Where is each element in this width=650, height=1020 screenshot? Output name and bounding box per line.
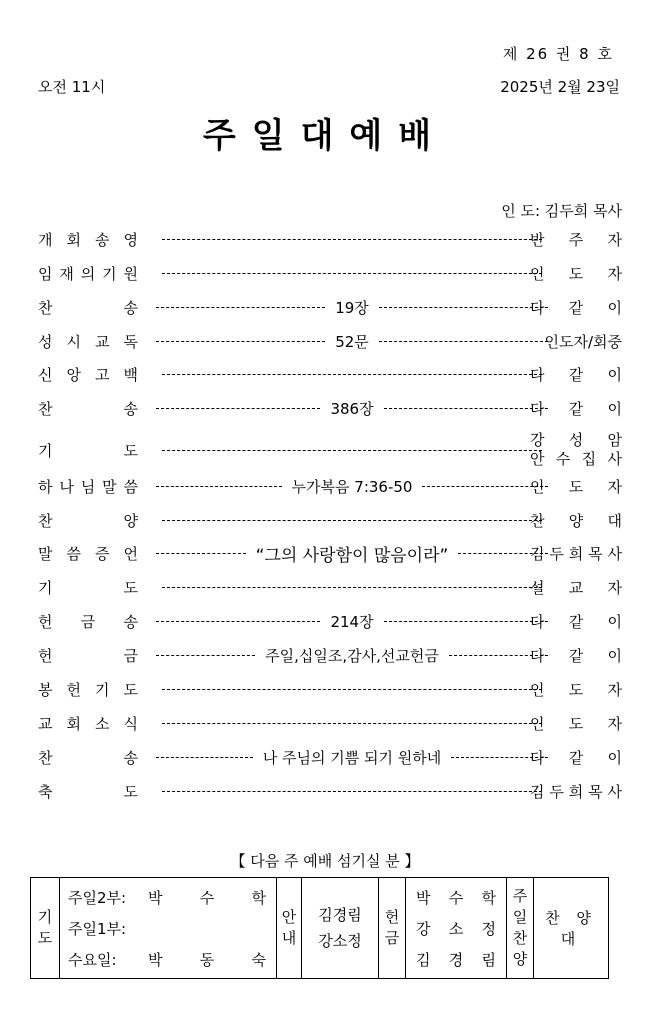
offering-name: 박 수 학 [416, 888, 496, 907]
order-detail: 주일,십일조,감사,선교헌금 [265, 646, 439, 665]
order-item-label: 봉 헌 기 도 [38, 680, 138, 699]
order-responsible: 다 같 이 [530, 748, 622, 767]
order-row [38, 745, 622, 769]
prayer-names-cell [60, 878, 277, 979]
prayer-label: 기 도 [37, 908, 53, 947]
dash-line [156, 655, 255, 656]
order-row [38, 575, 622, 599]
dash-line [379, 341, 548, 342]
order-item-label: 찬 양 [38, 511, 138, 530]
order-responsible: 강 성 암 안 수 집 사 [530, 431, 622, 468]
dash-line [156, 307, 325, 308]
order-leader-line [156, 261, 548, 285]
offering-names-cell [406, 878, 507, 979]
dash-line [156, 621, 320, 622]
order-row [38, 474, 622, 498]
order-responsible: 인 도 자 [530, 264, 622, 283]
dash-line [379, 307, 548, 308]
order-leader-line [156, 438, 548, 462]
offering-label: 헌 금 [384, 908, 400, 947]
order-leader-line [156, 396, 548, 420]
order-detail: 386장 [330, 399, 374, 418]
order-responsible: 김 두 희 목 사 [530, 544, 622, 563]
order-detail: 19장 [335, 298, 369, 317]
order-responsible: 인도자/회중 [544, 332, 622, 351]
service-date: 2025년 2월 23일 [500, 78, 620, 96]
dash-line [156, 486, 282, 487]
order-item-label: 찬 송 [38, 298, 138, 317]
order-row [38, 677, 622, 701]
next-week-servers-table [30, 877, 609, 979]
dash-line [162, 587, 542, 588]
order-row [38, 541, 622, 565]
prayer-label-cell [31, 878, 60, 979]
next-week-title: 【 다음 주 예배 섬기실 분 】 [230, 852, 420, 870]
order-leader-line [156, 227, 548, 251]
guide-names [302, 902, 378, 954]
service-time: 오전 11시 [38, 78, 106, 96]
order-responsible: 인 도 자 [530, 714, 622, 733]
prayer-list [68, 882, 268, 975]
order-row [38, 261, 622, 285]
order-leader-line [156, 575, 548, 599]
order-leader-line [156, 677, 548, 701]
order-leader-line [156, 508, 548, 532]
prayer-entry [68, 913, 268, 944]
order-item-label: 개 회 송 영 [38, 230, 138, 249]
order-leader-line [156, 711, 548, 735]
dash-line [156, 341, 325, 342]
sunday-choir-name: 찬 양 대 [545, 909, 597, 948]
order-detail: 52문 [335, 332, 369, 351]
order-item-label: 찬 송 [38, 399, 138, 418]
dash-line [162, 723, 542, 724]
order-item-label: 성 시 교 독 [38, 332, 138, 351]
worship-leader: 인 도: 김두희 목사 [501, 202, 622, 220]
order-item-label: 축 도 [38, 782, 138, 801]
order-detail: 214장 [330, 612, 374, 631]
order-detail: 누가복음 7:36-50 [291, 477, 413, 496]
prayer-entry [68, 882, 268, 913]
order-responsible: 다 같 이 [530, 298, 622, 317]
order-row [38, 227, 622, 251]
order-responsible: 김 두 희 목 사 [530, 782, 622, 801]
dash-line [162, 374, 542, 375]
prayer-service-label: 수요일: [68, 950, 117, 969]
dash-line [162, 520, 542, 521]
dash-line [162, 273, 542, 274]
prayer-name: 박 수 학 [148, 888, 266, 907]
guide-name: 김경림 [318, 906, 362, 924]
order-row [38, 779, 622, 803]
order-responsible: 인 도 자 [530, 680, 622, 699]
offering-names [406, 882, 506, 975]
order-leader-line [156, 643, 548, 667]
order-row [38, 609, 622, 633]
order-row [38, 362, 622, 386]
order-row [38, 432, 622, 468]
page-title: 주일대예배 [202, 116, 448, 156]
dash-line [162, 689, 542, 690]
order-responsible: 다 같 이 [530, 365, 622, 384]
order-responsible: 인 도 자 [530, 477, 622, 496]
order-row [38, 643, 622, 667]
dash-line [162, 239, 542, 240]
issue-number: 제 26 권 8 호 [502, 45, 614, 63]
order-row [38, 295, 622, 319]
order-leader-line [156, 329, 548, 353]
dash-line [162, 791, 542, 792]
order-leader-line [156, 362, 548, 386]
order-item-label: 찬 송 [38, 748, 138, 767]
order-item-label: 신 앙 고 백 [38, 365, 138, 384]
prayer-entry [68, 944, 268, 975]
order-leader-line [156, 295, 548, 319]
order-responsible: 다 같 이 [530, 399, 622, 418]
order-leader-line [156, 474, 548, 498]
order-item-label: 말 씀 증 언 [38, 544, 138, 563]
sunday-choir-label-cell [507, 878, 534, 979]
dash-line [384, 408, 548, 409]
order-responsible: 설 교 자 [530, 578, 622, 597]
order-detail: “그의 사랑함이 많음이라” [255, 545, 449, 566]
order-responsible: 찬 양 대 [530, 511, 622, 530]
offering-name: 강 소 정 [416, 919, 496, 938]
order-item-label: 헌 금 송 [38, 612, 138, 631]
order-leader-line [156, 779, 548, 803]
offering-name: 김 경 림 [416, 950, 496, 969]
order-item-label: 헌 금 [38, 646, 138, 665]
order-row [38, 329, 622, 353]
dash-line [162, 450, 542, 451]
order-leader-line [156, 609, 548, 633]
order-row [38, 711, 622, 735]
prayer-service-label: 주일2부: [68, 888, 127, 907]
dash-line [156, 757, 253, 758]
order-detail: 나 주님의 기쁨 되기 원하네 [262, 748, 442, 767]
order-responsible: 반 주 자 [530, 230, 622, 249]
order-item-label: 임 재 의 기 원 [38, 264, 138, 283]
dash-line [156, 553, 246, 554]
guide-label-cell [277, 878, 302, 979]
order-responsible: 다 같 이 [530, 646, 622, 665]
dash-line [384, 621, 548, 622]
order-leader-line [156, 745, 548, 769]
guide-names-cell [302, 878, 379, 979]
sunday-choir-label: 주 일 찬 양 [512, 887, 528, 968]
offering-label-cell [379, 878, 406, 979]
order-item-label: 기 도 [38, 578, 138, 597]
order-row [38, 396, 622, 420]
order-item-label: 하 나 님 말 씀 [38, 477, 138, 496]
sunday-choir-cell [534, 878, 609, 979]
guide-name: 강소정 [318, 932, 362, 950]
order-row [38, 508, 622, 532]
order-leader-line [156, 541, 548, 565]
prayer-service-label: 주일1부: [68, 919, 127, 938]
order-item-label: 교 회 소 식 [38, 714, 138, 733]
prayer-name: 박 동 숙 [148, 950, 266, 969]
dash-line [156, 408, 320, 409]
order-item-label: 기 도 [38, 441, 138, 460]
order-responsible: 다 같 이 [530, 612, 622, 631]
guide-label: 안 내 [281, 908, 297, 947]
